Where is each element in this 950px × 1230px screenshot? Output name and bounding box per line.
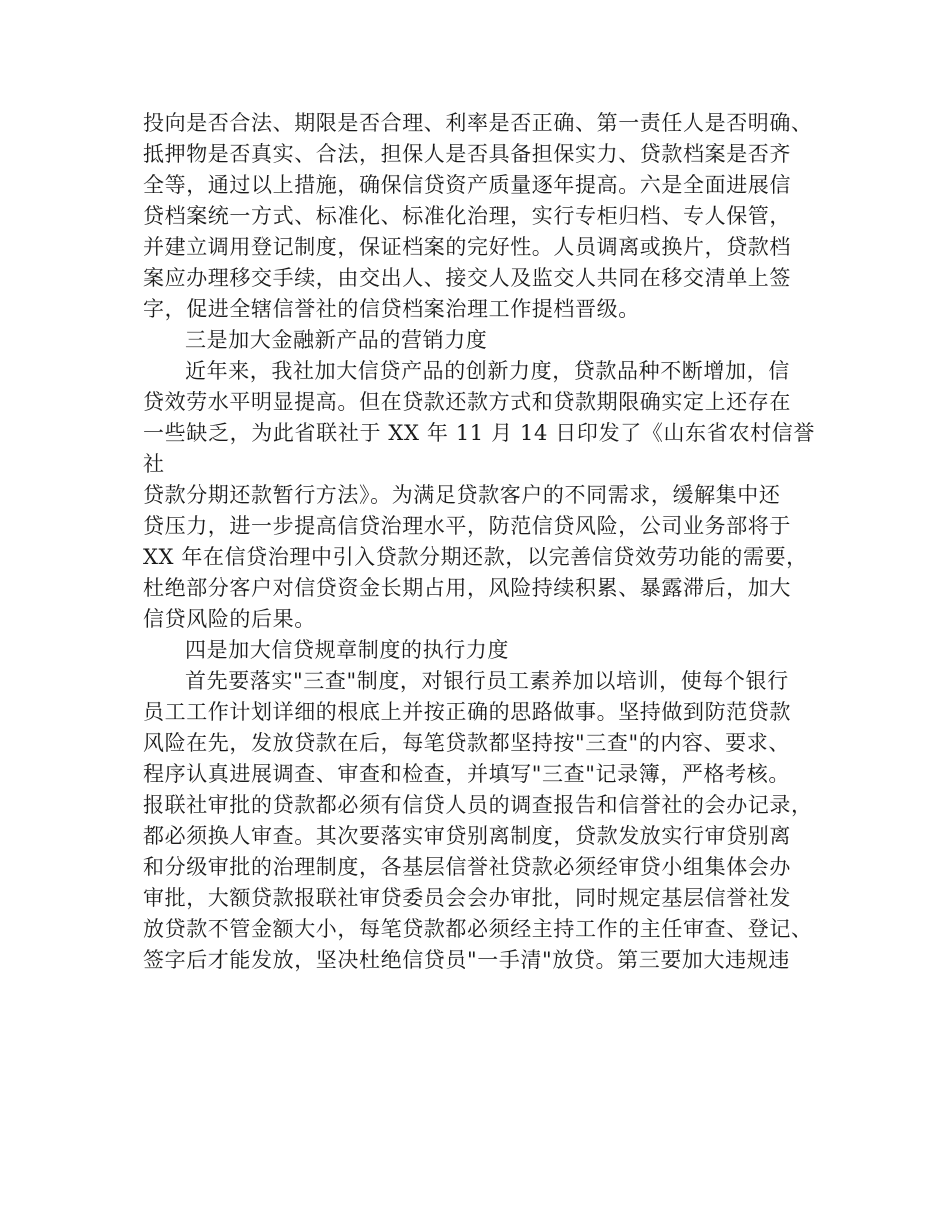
section-heading-new-products: 三是加大金融新产品的营销力度 bbox=[185, 328, 488, 352]
paragraph-archive-management: 投向是否合法、期限是否合理、利率是否正确、第一责任人是否明确、 抵押物是否真实、合法，担保人是否具备担保实力、贷款档案是否齐 全等，通过以上措施，确保信贷资产质量逐年提高。六是全面进展信 贷档案统一方式、标准化、标准化治理，实行专柜归档、专人保管， 并建立调用登记制度，保证档案的完好性。人员调离或换片，贷款档 案应办理移交手续，由交出人、接交人及监交人共同在移交清单上签 字，促进全辖信誉社的信贷档案治理工作提档晋级。 bbox=[143, 111, 813, 321]
paragraph-three-checks: 首先要落实"三查"制度，对银行员工素养加以培训，使每个银行 员工工作计划详细的根底上并按正确的思路做事。坚持做到防范贷款 风险在先，发放贷款在后，每笔贷款都坚持按"三查"的内容、要求、 程序认真进展调查、审查和检查，并填写"三查"记录簿，严格考核。 报联社审批的贷款都必须有信贷人员的调查报告和信誉社的会办记录， 都必须换人审查。其次要落实审贷别离制度，贷款发放实行审贷别离 和分级审批的治理制度，各基层信誉社贷款必须经审贷小组集体会办 审批，大额贷款报联社审贷委员会会办审批，同时规定基层信誉社发 放贷款不管金额大小，每笔贷款都必须经主持工作的主任审查、登记、 签字后才能发放，坚决杜绝信贷员"一手清"放贷。第三要加大违规违 bbox=[143, 669, 813, 972]
paragraph-installment-repayment: 近年来，我社加大信贷产品的创新力度，贷款品种不断增加，信 贷效劳水平明显提高。但在贷款还款方式和贷款期限确实定上还存在 一些缺乏，为此省联社于 XX 年 11 月 14 日印发了《山东省农村信誉社 贷款分期还款暂行方法》。为满足贷款客户的不同需求，缓解集中还 贷压力，进一步提高信贷治理水平，防范信贷风险，公司业务部将于 XX 年在信贷治理中引入贷款分期还款，以完善信贷效劳功能的需要， 杜绝部分客户对信贷资金长期占用，风险持续积累、暴露滞后，加大 信贷风险的后果。 bbox=[143, 359, 815, 631]
document-body bbox=[143, 108, 815, 976]
section-heading-regulations: 四是加大信贷规章制度的执行力度 bbox=[185, 638, 509, 662]
